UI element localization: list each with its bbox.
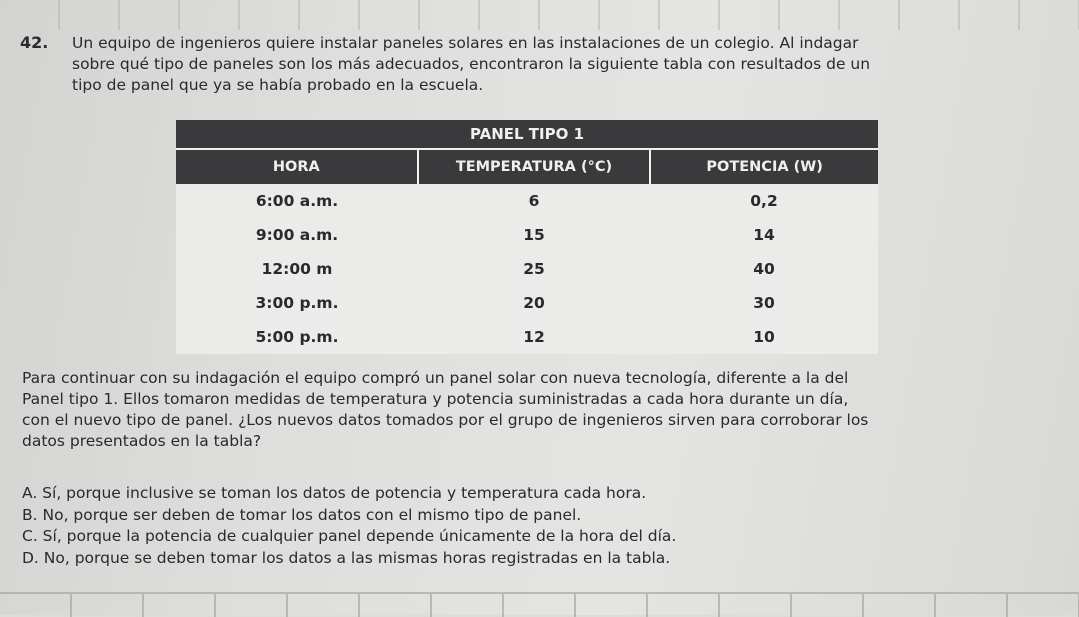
table-row [176,252,878,286]
header-temperatura: TEMPERATURA (°C) [419,150,652,184]
cell-hora: 3:00 p.m. [255,294,339,312]
paragraph-line: Para continuar con su indagación el equipo compró un panel solar con nueva tecnología, diferente a la del [22,369,849,387]
question-number: 42. [20,33,49,52]
option-a[interactable]: A. Sí, porque inclusive se toman los datos de potencia y temperatura cada hora. [22,484,647,502]
table-row [176,184,878,218]
cell-temperatura: 25 [523,260,545,278]
header-hora: HORA [176,150,419,184]
table-title: PANEL TIPO 1 [176,120,878,150]
option-b[interactable]: B. No, porque ser deben de tomar los datos con el mismo tipo de panel. [22,505,582,524]
table-row [176,218,878,252]
grid-lines-top [0,0,1079,30]
cell-hora: 12:00 m [261,260,333,278]
table-body [176,184,878,354]
table-row [176,286,878,320]
intro-line: sobre qué tipo de paneles son los más adecuados, encontraron la siguiente tabla con resultados de un [72,55,871,73]
option-c[interactable]: C. Sí, porque la potencia de cualquier panel depende únicamente de la hora del día. [22,527,677,545]
answer-options [22,483,922,569]
grid-lines-bottom [0,592,1079,617]
intro-line: tipo de panel que ya se había probado en la escuela. [72,76,484,94]
cell-hora: 9:00 a.m. [255,226,339,244]
table-header-row [176,150,878,184]
cell-potencia: 30 [753,294,775,312]
cell-temperatura: 20 [523,294,545,312]
cell-hora: 5:00 p.m. [255,328,339,346]
cell-potencia: 14 [753,226,775,244]
intro-line: Un equipo de ingenieros quiere instalar paneles solares en las instalaciones de un colegio. Al indagar [72,34,859,52]
header-potencia: POTENCIA (W) [706,159,823,175]
cell-temperatura: 6 [528,192,540,210]
cell-temperatura: 12 [523,328,545,346]
option-d[interactable]: D. No, porque se deben tomar los datos a las mismas horas registradas en la tabla. [22,548,671,567]
cell-potencia: 0,2 [750,192,778,210]
question-paragraph [22,368,1062,452]
table-row [176,320,878,354]
data-table [176,120,878,354]
cell-temperatura: 15 [523,226,545,244]
question-intro [72,33,1032,96]
cell-potencia: 10 [753,328,775,346]
cell-hora: 6:00 a.m. [255,192,339,210]
paragraph-line: Panel tipo 1. Ellos tomaron medidas de temperatura y potencia suministradas a cada hora durante un día, [22,390,849,408]
paragraph-line: datos presentados en la tabla? [22,432,262,450]
paragraph-line: con el nuevo tipo de panel. ¿Los nuevos datos tomados por el grupo de ingenieros sirven para corroborar los [22,411,869,429]
cell-potencia: 40 [753,260,775,278]
